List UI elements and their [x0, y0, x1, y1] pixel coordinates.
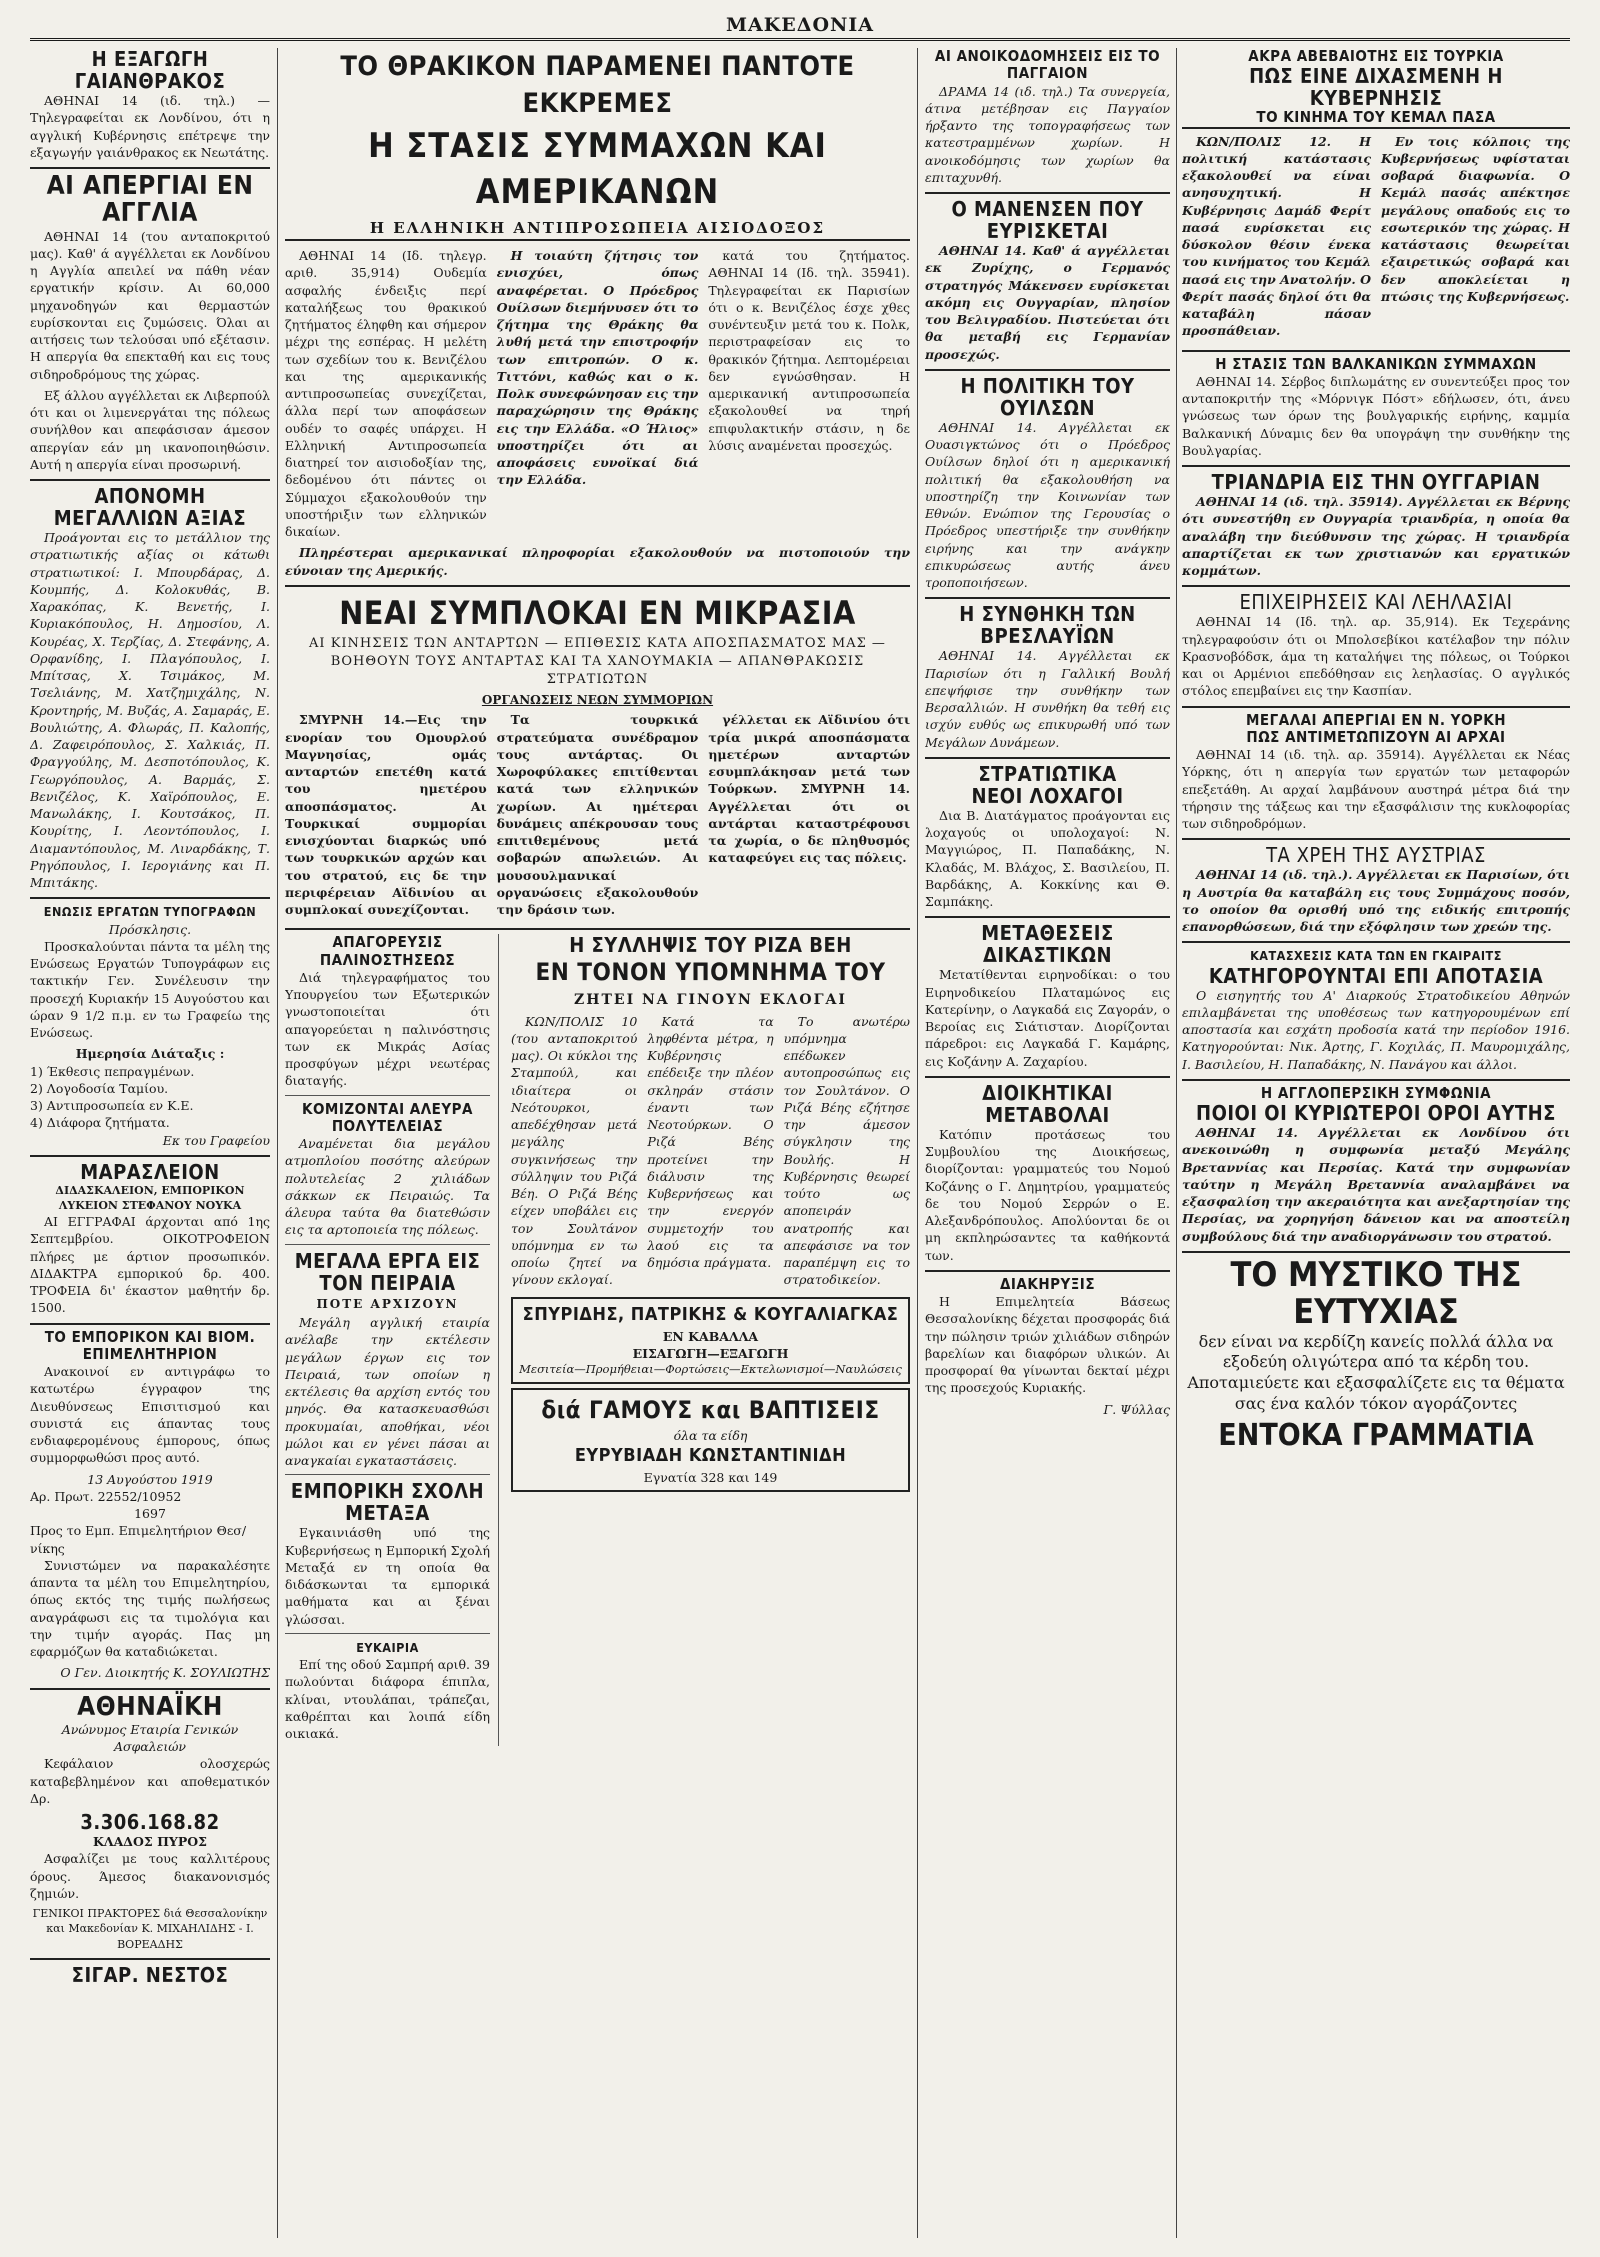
article-title: ΕΠΙΧΕΙΡΗΣΕΙΣ ΚΑΙ ΛΕΗΛΑΣΙΑΙ [1239, 590, 1513, 615]
article-title: Η ΑΓΓΛΟΠΕΡΣΙΚΗ ΣΥΜΦΩΝΙΑ [1260, 1083, 1492, 1102]
divider [1182, 706, 1570, 708]
advertisement [511, 1297, 910, 1384]
lead-subheadline: Η ΕΛΛΗΝΙΚΗ ΑΝΤΙΠΡΟΣΩΠΕΙΑ ΑΙΣΙΟΔΟΞΟΣ [285, 218, 910, 241]
article-title: ΑΠΟΝΟΜΗ ΜΕΓΑΛΛΙΩΝ ΑΞΙΑΣ [53, 484, 247, 531]
article-title: Η ΠΟΛΙΤΙΚΗ ΤΟΥ ΟΥΙΛΣΩΝ [960, 373, 1135, 420]
signature: Γ. Ψύλλας [1103, 1401, 1170, 1417]
article-title: Η ΣΤΑΣΙΣ ΤΩΝ ΒΑΛΚΑΝΙΚΩΝ ΣΥΜΜΑΧΩΝ [1215, 354, 1537, 373]
article-body: ΑΘΗΝΑΙ 14. Σέρβος διπλωμάτης εν συνεντεύξει προς τον ανταποκριτήν της «Μόρνιγκ Πόστ» εδήλωσεν, ότι, άνευ γνώσεως των όρων της βουλγαρικής ειρήνης, καμμία Βαλκανική Δύναμις δεν θα υπογράψη την συνθήκην της Βουλγαρίας. [1182, 373, 1570, 458]
article-body: ΚΩΝ/ΠΟΛΙΣ 12. Η πολιτική κατάστασις εξακολουθεί να είναι ανησυχητική. Η Κυβέρνησις Δαμάδ Φερίτ πασά ευρίσκεται εις δύσκολον θέσιν ένεκα του κινήματος του Κεμάλ πασά εις την Ανατολήν. Ο Φερίτ πασάς δηλοί ότι θα καταβάλη πάσαν προσπάθειαν. [1182, 133, 1371, 339]
article-subtitle: ΤΟ ΚΙΝΗΜΑ ΤΟΥ ΚΕΜΑΛ ΠΑΣΑ [1182, 109, 1570, 128]
agenda-item: 2) Λογοδοσία Ταμίου. [30, 1080, 169, 1096]
article-subtitle: ΠΟΙΟΙ ΟΙ ΚΥΡΙΩΤΕΡΟΙ ΟΡΟΙ ΑΥΤΗΣ [1196, 1101, 1556, 1125]
article-title: ΕΜΠΟΡΙΚΗ ΣΧΟΛΗ ΜΕΤΑΞΑ [290, 1479, 485, 1526]
article-title: ΜΕΓΑΛΑΙ ΑΠΕΡΓΙΑΙ ΕΝ Ν. ΥΟΡΚΗ [1245, 710, 1507, 729]
letter-recipient: Προς το Εμπ. Επιμελητήριον Θεσ/νίκης [30, 1523, 247, 1556]
letter-date: 13 Αυγούστου 1919 [87, 1471, 213, 1487]
ad-address: Εγνατία 328 και 149 [643, 1470, 778, 1486]
article-title: ΕΝ ΤΟΝΟΝ ΥΠΟΜΝΗΜΑ ΤΟΥ [535, 958, 886, 987]
article-body: Διά τηλεγραφήματος του Υπουργείου των Εξωτερικών γνωστοποιείται ότι απαγορεύεται η παλινόστησις των εκ Μικράς Ασίας προσφύγων μέχρι νεωτέρας διαταγής. [285, 969, 490, 1089]
divider [30, 897, 270, 899]
divider [30, 1155, 270, 1157]
article-body: ΑΘΗΝΑΙ 14 (Ιδ. τηλ. αρ. 35,914). Εκ Τεχεράνης τηλεγραφούσιν ότι οι Μπολσεβίκοι κατέλαβον την πόλιν Κρασνοβόδσκ, άμα τη καταλήψει της πόλεως, οι Τούρκοι και οι Αρμένιοι επεδόθησαν εις λεηλασίας. Ο αγγλικός στόλος επεμβαίνει εις την Κασπίαν. [1182, 614, 1570, 699]
article-subtitle: ΟΡΓΑΝΩΣΕΙΣ ΝΕΩΝ ΣΥΜΜΟΡΙΩΝ [481, 692, 714, 707]
ad-title: ΣΙΓΑΡ. ΝΕΣΤΟΣ [71, 1962, 229, 1987]
signature: Ο Γεν. Διοικητής Κ. ΣΟΥΛΙΩΤΗΣ [60, 1665, 270, 1681]
article-title: ΕΥΚΑΙΡΙΑ [356, 1639, 419, 1655]
article-title: ΤΑ ΧΡΕΗ ΤΗΣ ΑΥΣΤΡΙΑΣ [1266, 843, 1486, 868]
article-subtitle: ΠΩΣ ΑΝΤΙΜΕΤΩΠΙΖΟΥΝ ΑΙ ΑΡΧΑΙ [1246, 727, 1506, 746]
article-body: ΑΘΗΝΑΙ 14. Αγγέλλεται εκ Παρισίων ότι η Γαλλική Βουλή επεψήφισε την συνθήκην των Βερσαλλιών. Η συνθήκη θα τεθή εις ισχύν ευθύς ως επικυρωθή υπό των Μεγάλων Δυνάμεων. [925, 648, 1170, 750]
article-title: ΤΡΙΑΝΔΡΙΑ ΕΙΣ ΤΗΝ ΟΥΓΓΑΡΙΑΝ [1211, 470, 1541, 494]
article-body: Κατόπιν προτάσεως του Συμβουλίου της Διοικήσεως, διορίζονται: γραμματεύς του Νομού Κοζάνης ο Γ. Δημητρίου, γραμματεύς δε του Νομού Σερρών ο Ε. Αλεξανδρόπουλος. Απολύονται δε οι μη εκπληρώσαντες τα καθήκοντά των. [925, 1126, 1170, 1263]
article-note: Πληρέστεραι αμερικανικαί πληροφορίαι εξακολουθούν να πιστοποιούν την εύνοιαν της Αμερικής. [285, 545, 910, 578]
article-body: ΑΘΗΝΑΙ 14 (ιδ. τηλ. αρ. 35914). Αγγέλλεται εκ Νέας Υόρκης, ότι η απεργία των εργατών των μεταφορών επεξετάθη. Αι αρχαί λαμβάνουν αυστηρά μέτρα διά την τήρησιν της τάξεως και την εξασφάλισιν της κυκλοφορίας των σιδηροδρόμων. [1182, 747, 1570, 831]
article-title: ΑΙ ΑΝΟΙΚΟΔΟΜΗΣΕΙΣ ΕΙΣ ΤΟ ΠΑΓΓΑΙΟΝ [934, 48, 1161, 83]
divider [285, 1244, 490, 1245]
divider [30, 1688, 270, 1690]
article-subtitle: ΚΑΤΗΓΟΡΟΥΝΤΑΙ ΕΠΙ ΑΠΟΤΑΣΙΑ [1208, 963, 1544, 988]
article-title: Η ΣΥΛΛΗΨΙΣ ΤΟΥ ΡΙΖΑ ΒΕΗ [569, 933, 852, 958]
article-subtitle: ΖΗΤΕΙ ΝΑ ΓΙΝΟΥΝ ΕΚΛΟΓΑΙ [574, 992, 847, 1009]
article-body: ΑΘΗΝΑΙ 14 (ιδ. τηλ.). Αγγέλλεται εκ Παρισίων, ότι η Αυστρία θα καταβάλη εις τους Συμμάχους ποσόν, το οποίον θα ορισθή υπό της ειδικής επιτροπής επανορθώσεων, διά την εξόφλησιν των χρεών της. [1182, 867, 1570, 934]
article-body: Εγκαινιάσθη υπό της Κυβερνήσεως η Εμπορική Σχολή Μεταξά εν τη οποία θα διδάσκωνται τα εμπορικά μαθήματα και αι ξέναι γλώσσαι. [285, 1525, 490, 1627]
article-body: Τα τουρκικά στρατεύματα συνέδραμον τους αντάρτας. Οι Χωροφύλακες επιτίθενται κατά των ελληνικών χωρίων. Αι ημέτεραι δυνάμεις απέκρουσαν τους επιτιθεμένους μετά σοβαρών απωλειών. Αι μουσουλμανικαί οργανώσεις εξακολουθούν την δράσιν των. [496, 712, 699, 918]
article-body: Μετατίθενται ειρηνοδίκαι: ο του Ειρηνοδικείου Πλαταμώνος εις Κατερίνην, ο Λαγκαδά εις Ζαγοράν, ο Βεροίας εις Σιάτισταν. Διορίζονται πάρεδροι: εις Λαγκαδά Γ. Καμάρης, εις Κοζάνην Α. Ζαχαρίου. [925, 967, 1170, 1069]
agenda-item: 1) Έκθεσις πεπραγμένων. [30, 1063, 195, 1079]
article-body: ΑΘΗΝΑΙ 14 (Ιδ. τηλεγρ. αριθ. 35,914) Ουδεμία ασφαλής ένδειξις περί καταλήξεως του θρακικού ζητήματος έληφθη και σήμερον μέχρι της εσπέρας. Η μελέτη των σχεδίων του κ. Βενιζέλου και της αμερικανικής αντιπροσωπείας συνεχίζεται, άλλα περί των αποφάσεων ουδέν το σαφές υπάρχει. Η Ελληνική Αντιπροσωπεία διατηρεί τον αισιοδοξίαν της, δεδομένου ότι πάντες οι Σύμμαχοι εξακολουθούν την υποστήριξιν των ελληνικών δικαίων. [285, 248, 487, 539]
article-title: ΕΝΩΣΙΣ ΕΡΓΑΤΩΝ ΤΥΠΟΓΡΑΦΩΝ [43, 904, 257, 920]
advertisement [511, 1388, 910, 1492]
article-body: Προσκαλούνται πάντα τα μέλη της Ενώσεως Εργατών Τυπογράφων εις τακτικήν Γεν. Συνέλευσιν την προσεχή Κυριακήν 15 Αυγούστου και ώραν 9 1/2 π.μ. εν τω Γραφείω της Ενώσεως. [30, 938, 270, 1041]
article-body: Κατά τα ληφθέντα μέτρα, η Κυβέρνησις επέδειξε την πλέον σκληράν στάσιν έναντι των Νεοτούρκων. Ο Ριζά Βέης προτείνει την διάλυσιν της Κυβερνήσεως και την ενεργόν συμμετοχήν του λαού εις τα δημόσια πράγματα. [647, 1013, 774, 1271]
capital-amount: 3.306.168.82 [80, 1810, 220, 1835]
article-body: ΑΘΗΝΑΙ 14 (ιδ. τηλ. 35914). Αγγέλλεται εκ Βέρνης ότι συνεστήθη εν Ουγγαρία τριανδρία, η οποία θα αναλάβη την διεύθυνσιν της χώρας. Η τριανδρία απαρτίζεται εκ των χριστιανών και εργατικών κομμάτων. [1182, 494, 1570, 578]
divider [925, 192, 1170, 194]
article-subtitle: Πρόσκλησις. [108, 921, 192, 937]
column-4 [1182, 48, 1570, 2238]
newspaper-page [30, 14, 1570, 2242]
article-title: ΑΠΑΓΟΡΕΥΣΙΣ ΠΑΛΙΝΟΣΤΗΣΕΩΣ [319, 933, 456, 969]
column-3 [925, 48, 1170, 2238]
divider [925, 1270, 1170, 1272]
article-body: Προάγονται εις το μετάλλιον της στρατιωτικής αξίας οι κάτωθι στρατιωτικοί: Ι. Μπουρδάρας, Δ. Κουμπής, Δ. Κολοκυθάς, Β. Χαρακόπας, Κ. Βενετής, Ι. Κυριακόπουλος, Η. Δημοσίου, Λ. Κουρέας, Χ. Τερζίας, Δ. Στεφάνης, Α. Ορφανίδης, Ι. Πλαγόπουλος, Ι. Μπίτσας, Χ. Τσιμάκος, Μ. Τσελιάνης, Μ. Χατζημιχάλης, Ν. Κροντηρής, Μ. Βυζάς, Α. Σαμαράς, Ε. Βουλιώτης, Α. Φλωράς, Π. Καλοπής, Δ. Ζαφειρόπουλος, Σ. Χαλκιάς, Π. Φραγγούλης, Μ. Δεσποτόπουλος, Κ. Γεωργόπουλος, Α. Βαρμάς, Σ. Βενιζέλος, Κ. Χαϊρόπουλος, Ε. Μανωλάκης, Ι. Κουτσάκος, Π. Κουρίτης, Ι. Λεοντόπουλος, Ι. Διαμαντόπουλος, Μ. Λιναρδάκης, Τ. Ρηγόπουλος, Ι. Ιερογιάνης και Π. Μπιτάκης. [30, 530, 270, 891]
article-body: Ο εισηγητής του Α' Διαρκούς Στρατοδικείου Αθηνών επιλαμβάνεται της υποθέσεως των κατηγορουμένων επί αποστασία και εσχάτη προδοσία κατά την περίοδον 1916. Κατηγορούνται: Νικ. Άρτης, Γ. Κοχιλάς, Π. Μαυρομιχάλης, Ι. Βασιλείου, Η. Παπαδάκης, Ν. Πανάγου και άλλοι. [1182, 987, 1570, 1072]
column-1 [30, 48, 270, 2238]
divider [1182, 1251, 1570, 1253]
ad-subtitle: ΔΙΔΑΣΚΑΛΕΙΟΝ, ΕΜΠΟΡΙΚΟΝ ΛΥΚΕΙΟΝ ΣΤΕΦΑΝΟΥ ΝΟΥΚΑ [55, 1183, 245, 1213]
divider [925, 369, 1170, 371]
ad-subtitle: ΕΝ ΚΑΒΑΛΛΑ [662, 1328, 759, 1344]
lead-headline-main: Η ΣΤΑΣΙΣ ΣΥΜΜΑΧΩΝ ΚΑΙ ΑΜΕΡΙΚΑΝΩΝ [368, 125, 827, 213]
article-title: ΑΚΡΑ ΑΒΕΒΑΙΟΤΗΣ ΕΙΣ ΤΟΥΡΚΙΑ [1248, 48, 1504, 65]
article-body: Το ανωτέρω υπόμνημα επέδωκεν αυτοπροσώπως εις τον Σουλτάνον. Ο Ριζά Βέης εζήτησε την άμεσον σύγκλησιν της Βουλής. Η Κυβέρνησις θεωρεί τούτο ως αποπειράν ανατροπής και απεφάσισε να τον παραπέμψη εις το στρατοδικείον. [783, 1013, 910, 1288]
article-body: Μεγάλη αγγλική εταιρία ανέλαβε την εκτέλεσιν μεγάλων έργων εις τον Πειραιά, των οποίων η εκτέλεσις θα αρχίση εντός του μηνός. Θα κατασκευασθώσι προκυμαίαι, αποθήκαι, νέοι μώλοι και εν γένει πάσαι αι αναγκαίαι εγκαταστάσεις. [285, 1315, 490, 1469]
ad-cta: ΕΝΤΟΚΑ ΓΡΑΜΜΑΤΙΑ [1218, 1417, 1534, 1453]
ad-subtitle: ΕΙΣΑΓΩΓΗ—ΕΞΑΓΩΓΗ [632, 1345, 789, 1361]
ad-subtitle: Ανώνυμος Εταιρία Γενικών Ασφαλειών [61, 1721, 239, 1755]
article-title: ΔΙΑΚΗΡΥΞΙΣ [999, 1274, 1096, 1293]
agenda-item: 4) Διάφορα ζητήματα. [30, 1115, 170, 1131]
ad-title: ΣΠΥΡΙΔΗΣ, ΠΑΤΡΙΚΗΣ & ΚΟΥΓΑΛΙΑΓΚΑΣ [522, 1303, 899, 1325]
divider [1182, 465, 1570, 467]
article-title: ΚΟΜΙΖΟΝΤΑΙ ΑΛΕΥΡΑ ΠΟΛΥΤΕΛΕΙΑΣ [301, 1099, 473, 1135]
column-rule [1176, 48, 1177, 2238]
ad-title: ΑΘΗΝΑΪΚΗ [77, 1691, 223, 1722]
article-title: ΜΕΤΑΘΕΣΕΙΣ ΔΙΚΑΣΤΙΚΩΝ [981, 921, 1114, 968]
article-title: ΑΙ ΑΠΕΡΓΙΑΙ ΕΝ ΑΓΓΛΙΑ [46, 171, 254, 229]
ad-body: όλα τα είδη [673, 1427, 748, 1443]
article-body: Δια Β. Διατάγματος προάγονται εις λοχαγούς οι υπολοχαγοί: Ν. Μαγγιώρος, Π. Παπαδάκης, Ν. Κλαδάς, Μ. Βλάχος, Σ. Βασιλείου, Π. Βαρδάκης, Α. Κοκκίνης και Θ. Σαμπάκης. [925, 807, 1170, 909]
ad-body: Κεφάλαιον ολοσχερώς καταβεβλημένον και αποθεματικόν Δρ. [30, 1756, 270, 1806]
letter-number: 1697 [134, 1506, 166, 1522]
lead-headline: ΤΟ ΘΡΑΚΙΚΟΝ ΠΑΡΑΜΕΝΕΙ ΠΑΝΤΟΤΕ ΕΚΚΡΕΜΕΣ [340, 51, 855, 120]
divider [1182, 585, 1570, 587]
article-body: γέλλεται εκ Αϊδινίου ότι τρία μικρά αποσπάσματα ημετέρων ανταρτών εσυμπλάκησαν μετά των Τούρκων. ΣΜΥΡΝΗ 14. Αγγέλλεται ότι οι αντάρται καταστρέφουσι τα χωρία, ο δε πληθυσμός καταφεύγει εις τας πόλεις. [708, 712, 910, 866]
article-body: Η τοιαύτη ζήτησις τον ενισχύει, όπως αναφέρεται. Ο Πρόεδρος Ουίλσων διεμήνυσεν ότι το ζήτημα της Θράκης θα λυθή μετά την επιστροφήν των επιτροπών. Ο κ. Τιττόνι, καθώς και ο κ. Πολκ συνεφώνησαν εις την παραχώρησιν της Θράκης εις την Ελλάδα. «Ο Ήλιος» υποστηρίζει ότι αι αποφάσεις ευνοϊκαί διά την Ελλάδα. [496, 248, 699, 488]
ad-body: ΑΙ ΕΓΓΡΑΦΑΙ άρχονται από 1ης Σεπτεμβρίου. ΟΙΚΟΤΡΟΦΕΙΟΝ πλήρες με άρτιον προσωπικόν. ΔΙΔΑΚΤΡΑ εμπορικού δρ. 400. ΤΡΟΦΕΙΑ δι' έκαστον μαθητήν δρ. 1500. [30, 1214, 270, 1316]
article-body: ΣΜΥΡΝΗ 14.—Εις την ενορίαν του Ομουρλού Μαγνησίας, ομάς ανταρτών επετέθη κατά του ημετέρου αποσπάσματος. Αι Τουρκικαί συμμορίαι ενισχύονται διαρκώς υπό των τουρκικών αρχών και του στρατού, εις δε την περιφέρειαν Αϊδινίου αι συμπλοκαί συνεχίζονται. [285, 712, 487, 918]
divider [30, 479, 270, 481]
article-body: κατά του ζητήματος. ΑΘΗΝΑΙ 14 (Ιδ. τηλ. 35941). Τηλεγραφείται εκ Παρισίων ότι ο κ. Βενιζέλος έσχε χθες συνέντευξιν μετά του κ. Πολκ, περιστραφείσαν εις το θρακικόν ζήτημα. Λεπτομέρειαι δεν εγνώσθησαν. Η αμερικανική αντιπροσωπεία εξακολουθεί να τηρή επιφυλακτικήν στάσιν, η δε λύσις αναμένεται προσεχώς. [708, 248, 910, 453]
article-title: ΚΑΤΑΣΧΕΣΙΣ ΚΑΤΑ ΤΩΝ ΕΝ ΓΚΑΙΡΑΙΤΣ [1250, 948, 1502, 964]
divider [925, 757, 1170, 759]
divider [1182, 350, 1570, 352]
article-title: Η ΣΥΝΘΗΚΗ ΤΩΝ ΒΡΕΣΛΑΥΪΩΝ [959, 602, 1136, 649]
article-title: Η ΕΞΑΓΩΓΗ ΓΑΙΑΝΘΡΑΚΟΣ [74, 48, 226, 93]
divider [1182, 941, 1570, 943]
article-title: Ο ΜΑΝΕΝΣΕΝ ΠΟΥ ΕΥΡΙΣΚΕΤΑΙ [951, 197, 1144, 243]
article-body: Επί της οδού Σαμπρή αριθ. 39 πωλούνται διάφορα έπιπλα, κλίναι, ντουλάπαι, τράπεζαι, καθρέπται και λοιπά είδη οικιακά. [285, 1657, 490, 1742]
ad-body: δεν είναι να κερδίζη κανείς πολλά άλλα να εξοδεύη ολιγώτερα από τα κέρδη του. Αποταμιεύετε και εξασφαλίζετε εις τα θέματα σας ένα καλόν τόκον αγοράζοντες [1187, 1331, 1565, 1413]
divider [925, 1076, 1170, 1078]
column-2 [285, 48, 910, 2238]
divider [285, 585, 910, 587]
article-title: ΝΕΑΙ ΣΥΜΠΛΟΚΑΙ ΕΝ ΜΙΚΡΑΣΙΑ [339, 593, 856, 632]
ad-title: ΤΟ ΜΥΣΤΙΚΟ ΤΗΣ ΕΥΤΥΧΙΑΣ [1230, 1254, 1522, 1333]
article-body: Αναμένεται δια μεγάλου ατμοπλοίου ποσότης αλεύρων πολυτελείας 2 χιλιάδων σάκκων εκ Πειραιώς. Τα άλευρα ταύτα θα διατεθώσιν εις τα αρτοποιεία της πόλεως. [285, 1136, 490, 1238]
divider [30, 1323, 270, 1325]
letter-ref: Αρ. Πρωτ. 22552/10952 [30, 1488, 182, 1504]
article-body: ΑΘΗΝΑΙ 14. Αγγέλλεται εκ Ουασιγκτώνος ότι ο Πρόεδρος Ουίλσων δηλοί ότι η αμερικανική πολιτική θα εξακολουθήση να υποστηρίζη την Κοινωνίαν των Εθνών. Ενώπιον της Γερουσίας ο Πρόεδρος υπεστήριξε την συνθήκην ειρήνης και την ανάγκην επικυρώσεως αυτής άνευ τροποποιήσεων. [925, 419, 1170, 590]
article-body: Εν τοις κόλποις της Κυβερνήσεως υφίσταται σοβαρά διαφωνία. Ο Κεμάλ πασάς απέκτησε μεγάλους οπαδούς εις το εσωτερικόν της χώρας. Η κατάστασις θεωρείται εξαιρετικώς σοβαρά και δεν αποκλείεται η πτώσις της Κυβερνήσεως. [1381, 133, 1570, 304]
divider [285, 1474, 490, 1475]
article-subtitle: ΠΩΣ ΕΙΝΕ ΔΙΧΑΣΜΕΝΗ Η ΚΥΒΕΡΝΗΣΙΣ [1249, 64, 1503, 111]
article-title: ΣΤΡΑΤΙΩΤΙΚΑ [978, 761, 1117, 786]
article-body: Συνιστώμεν να παρακαλέσητε άπαντα τα μέλη του Επιμελητηρίου, όπως εκτός της τιμής πωλήσεως αναγράφωσι εις τα τιμολόγια και την τιμήν αγοράς. Πας μη εφαρμόζων θα καταδιώκεται. [30, 1557, 270, 1660]
article-title: ΔΙΟΙΚΗΤΙΚΑΙ ΜΕΤΑΒΟΛΑΙ [982, 1080, 1113, 1127]
article-title: ΜΕΓΑΛΑ ΕΡΓΑ ΕΙΣ ΤΟΝ ΠΕΙΡΑΙΑ [294, 1248, 481, 1295]
column-rule [277, 48, 278, 2238]
article-body: ΑΘΗΝΑΙ 14. Καθ' ά αγγέλλεται εκ Ζυρίχης, ο Γερμανός στρατηγός Μάκενσεν ευρίσκεται ακόμη εις Ουγγαρίαν, πλησίον του Βελιγραδίου. Πιστεύεται ότι θα μεταβή εις Γερμανίαν προσεχώς. [925, 243, 1170, 362]
article-body: ΑΘΗΝΑΙ 14 (του ανταποκριτού μας). Καθ' ά αγγέλλεται εκ Λονδίνου η Αγγλία απειλεί να πάθη νέαν εργατικήν κρίσιν. Αι 60,000 μηχανοδηγών και θερμαστών ευρίσκονται εις ζυμώσεις. Όλαι αι αιτήσεις των τελούσαι υπό εξέτασιν. Η απεργία θα επεκταθή και εις τους σιδηροδρόμους της χώρας. [30, 228, 270, 382]
column-rule [917, 48, 918, 2238]
divider [925, 597, 1170, 599]
agenda-item: 3) Αντιπροσωπεία εν Κ.Ε. [30, 1098, 194, 1114]
ad-body: Μεσιτεία—Προμήθειαι—Φορτώσεις—Εκτελωνισμοί—Ναυλώσεις [519, 1362, 902, 1377]
divider [30, 167, 270, 169]
article-title: ΤΟ ΕΜΠΟΡΙΚΟΝ ΚΑΙ ΒΙΟΜ. ΕΠΙΜΕΛΗΤΗΡΙΟΝ [44, 1327, 256, 1363]
ad-branch: ΚΛΑΔΟΣ ΠΥΡΟΣ [93, 1834, 207, 1850]
divider [1182, 1079, 1570, 1081]
article-body: ΑΘΗΝΑΙ 14. Αγγέλλεται εκ Λονδίνου ότι ανεκοινώθη η συμφωνία μεταξύ Μεγάλης Βρεταννίας και Περσίας. Κατά την συμφωνίαν ταύτην η Μεγάλη Βρεταννία αναλαμβάνει να εξασφαλίση την ακεραιότητα και ανεξαρτησίαν της Περσίας, να χορηγήση δάνειον και να αποστείλη συμβούλους διά την αναδιοργάνωσιν του στρατού. [1182, 1125, 1570, 1244]
article-body: Ανακοινοί εν αντιγράφω το κατωτέρω έγγραφον της Διευθύνσεως Επισιτισμού και συνιστά εις άπαντας τους ενδιαφερομένους έμπορους, όπως συμμορφωθώσι προς αυτό. [30, 1364, 270, 1466]
article-body: Η Επιμελητεία Βάσεως Θεσσαλονίκης δέχεται προσφοράς διά την πώλησιν τριών χιλιάδων σιδηρών βαρελίων και διαφόρων υλικών. Αι προσφοραί θα γίνωνται δεκταί μέχρι της προσεχούς Κυριακής. [925, 1294, 1170, 1396]
ad-body: Ασφαλίζει με τους καλλιτέρους όρους. Άμεσος διακανονισμός ζημιών. [30, 1851, 270, 1901]
divider [30, 1958, 270, 1960]
article-body: ΚΩΝ/ΠΟΛΙΣ 10 (του ανταποκριτού μας). Οι κύκλοι της Σταμπούλ, και ιδιαίτερα οι Νεότουρκοι, απεδέχθησαν μετά μεγάλης συγκινήσεως την σύλληψιν του Ριζά Βέη. Ο Ριζά Βέης είχεν υποβάλει εις τον Σουλτάνον υπόμνημα εν τω οποίω ζητεί να γίνουν εκλογαί. [511, 1013, 638, 1288]
ad-agents: ΓΕΝΙΚΟΙ ΠΡΑΚΤΟΡΕΣ διά Θεσσαλονίκην και Μακεδονίαν Κ. ΜΙΧΑΗΛΙΔΗΣ - Ι. ΒΟΡΕΑΔΗΣ [32, 1907, 268, 1951]
article-body: ΑΘΗΝΑΙ 14 (ιδ. τηλ.) —Τηλεγραφείται εκ Λονδίνου, ότι η αγγλική Κυβέρνησις επέτρεψε την εξαγωγήν γαιάνθρακος εκ Νεωτάτης. [30, 93, 270, 160]
divider [285, 1095, 490, 1096]
signature: Εκ του Γραφείου [162, 1132, 270, 1148]
ad-shop: ΕΥΡΥΒΙΑΔΗ ΚΩΝΣΤΑΝΤΙΝΙΔΗ [574, 1445, 847, 1467]
article-body: ΔΡΑΜΑ 14 (ιδ. τηλ.) Τα συνεργεία, άτινα μετέβησαν εις Παγγαίον ήρξαντο της τοπογραφήσεως των κατεστραμμένων χωρίων. Η ανοικοδόμησις των χωρίων θα επιταχυνθή. [925, 83, 1170, 185]
divider [285, 928, 910, 930]
agenda-title: Ημερησία Διάταξις : [75, 1046, 225, 1062]
ad-title: ΜΑΡΑΣΛΕΙΟΝ [80, 1159, 220, 1184]
ad-title: διά ΓΑΜΟΥΣ και ΒΑΠΤΙΣΕΙΣ [541, 1395, 880, 1424]
masthead: ΜΑΚΕΔΟΝΙΑ [30, 14, 1570, 41]
article-subtitle: ΝΕΟΙ ΛΟΧΑΓΟΙ [971, 783, 1124, 808]
article-body: Εξ άλλου αγγέλλεται εκ Λιβερπούλ ότι και οι λιμενεργάται της πόλεως συνήλθον και απεφάσισαν άμεσον απεργίαν εάν μη ικανοποιηθώσιν. Αυτή η απεργία είναι προσωρινή. [30, 387, 270, 472]
divider [1182, 838, 1570, 840]
article-subtitle: ΑΙ ΚΙΝΗΣΕΙΣ ΤΩΝ ΑΝΤΑΡΤΩΝ — ΕΠΙΘΕΣΙΣ ΚΑΤΑ ΑΠΟΣΠΑΣΜΑΤΟΣ ΜΑΣ — ΒΟΗΘΟΥΝ ΤΟΥΣ ΑΝΤΑΡΤΑΣ ΚΑΙ ΤΑ ΧΑΝΟΥΜΑΚΙΑ — ΑΠΑΝΘΡΑΚΩΣΙΣ ΣΤΡΑΤΙΩΤΩΝ [309, 635, 886, 687]
divider [925, 916, 1170, 918]
divider [285, 1633, 490, 1634]
article-subtitle: ΠΟΤΕ ΑΡΧΙΖΟΥΝ [316, 1296, 459, 1311]
